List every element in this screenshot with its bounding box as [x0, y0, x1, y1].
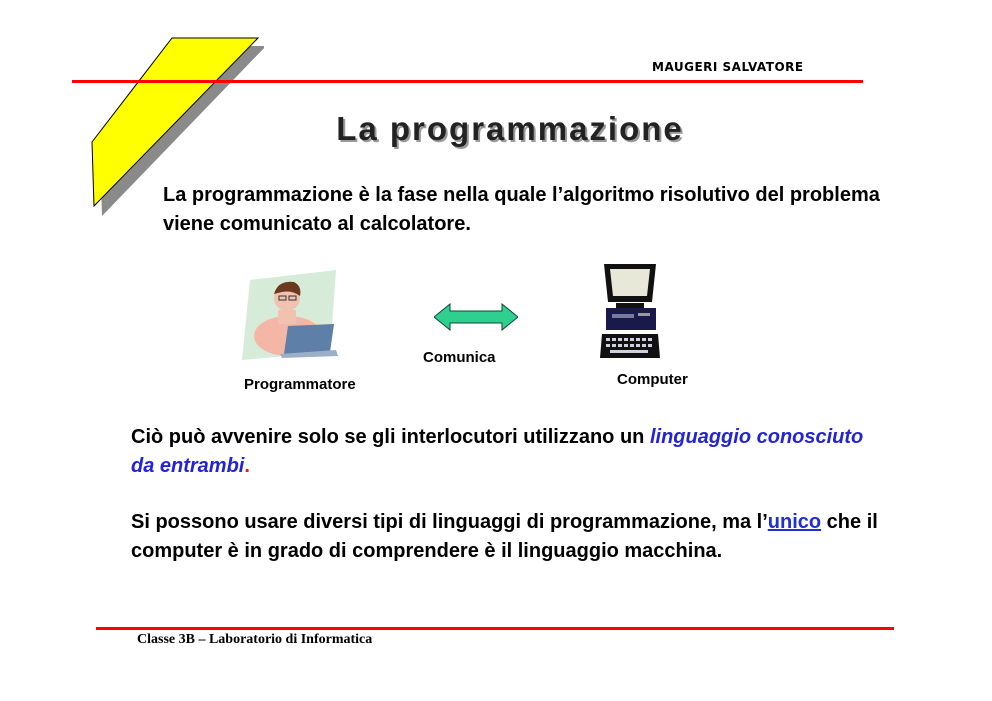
intro-text: La programmazione è la fase nella quale l’algoritmo risolutivo del problema viene comunicato al calcolatore. [163, 184, 880, 235]
slide-title: La programmazione [336, 110, 684, 147]
paragraph-text: Ciò può avvenire solo se gli interlocutori utilizzano un [131, 426, 650, 448]
paragraph-end-dot: . [244, 455, 250, 477]
paragraph-text: Si possono usare diversi tipi di linguaggi di programmazione, ma l’ [131, 511, 768, 533]
programmer-label: Programmatore [244, 376, 356, 393]
computer-icon [598, 262, 660, 362]
communicates-label: Comunica [423, 349, 496, 366]
unico-link[interactable]: unico [767, 511, 822, 533]
header-divider [72, 80, 863, 83]
double-arrow-icon [434, 303, 518, 331]
author-name: MAUGERI SALVATORE [652, 60, 804, 74]
paragraph-common-language [131, 423, 891, 481]
footer-text: Classe 3B – Laboratorio di Informatica [137, 632, 373, 647]
paragraph-text-rest: che il computer è in grado di comprendere è il linguaggio macchina. [131, 511, 878, 562]
computer-label: Computer [617, 371, 688, 388]
highlighted-phrase: linguaggio conosciuto da entrambi [131, 426, 864, 477]
footer-divider [96, 627, 894, 630]
paragraph-machine-language [131, 508, 891, 566]
programmer-icon [238, 270, 340, 360]
